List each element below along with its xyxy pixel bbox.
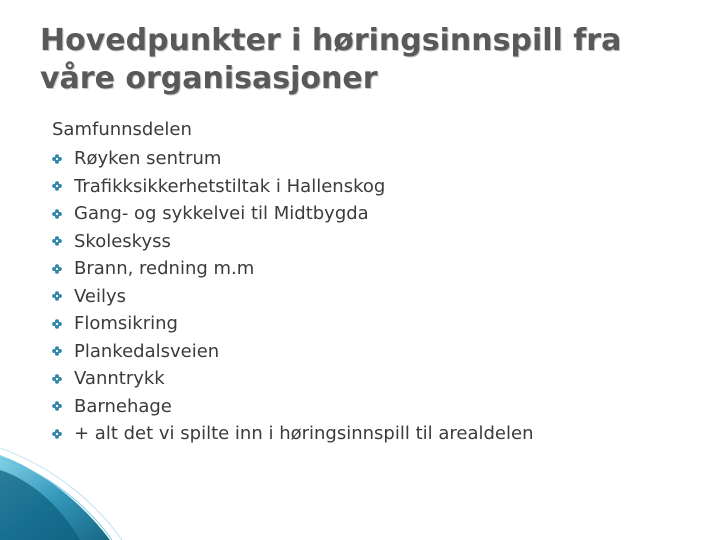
slide-title (40, 22, 700, 98)
list-item (52, 310, 533, 338)
flower-bullet-icon (52, 291, 74, 301)
list-item-label: Brann, redning m.m (74, 258, 255, 280)
list-item-label: Gang- og sykkelvei til Midtbygda (74, 203, 369, 225)
section-heading: Samfunnsdelen (52, 119, 192, 140)
list-item (52, 255, 533, 283)
list-item-label: Røyken sentrum (74, 148, 222, 170)
list-item (52, 200, 533, 228)
flower-bullet-icon (52, 429, 74, 439)
flower-bullet-icon (52, 374, 74, 384)
list-item (52, 173, 533, 201)
list-item (52, 365, 533, 393)
flower-bullet-icon (52, 181, 74, 191)
flower-bullet-icon (52, 319, 74, 329)
list-item-label: Skoleskyss (74, 230, 171, 252)
bullet-list (52, 145, 533, 448)
flower-bullet-icon (52, 209, 74, 219)
flower-bullet-icon (52, 264, 74, 274)
slide-title-line-1: Hovedpunkter i høringsinnspill fra (40, 23, 622, 58)
list-item-label: Veilys (74, 285, 127, 307)
list-item-label: Flomsikring (74, 313, 178, 335)
list-item-label: Vanntrykk (74, 368, 165, 390)
list-item (52, 393, 533, 421)
flower-bullet-icon (52, 236, 74, 246)
flower-bullet-icon (52, 346, 74, 356)
list-item-label: Plankedalsveien (74, 340, 220, 362)
list-item (52, 283, 533, 311)
flower-bullet-icon (52, 401, 74, 411)
list-item-label: Trafikksikkerhetstiltak i Hallenskog (74, 175, 386, 197)
list-item (52, 145, 533, 173)
list-item (52, 420, 533, 448)
list-item (52, 228, 533, 256)
list-item (52, 338, 533, 366)
slide-title-line-2: våre organisasjoner (40, 61, 378, 96)
list-item-label: Barnehage (74, 395, 172, 417)
flower-bullet-icon (52, 154, 74, 164)
list-item-label: + alt det vi spilte inn i høringsinnspill til arealdelen (74, 423, 534, 445)
